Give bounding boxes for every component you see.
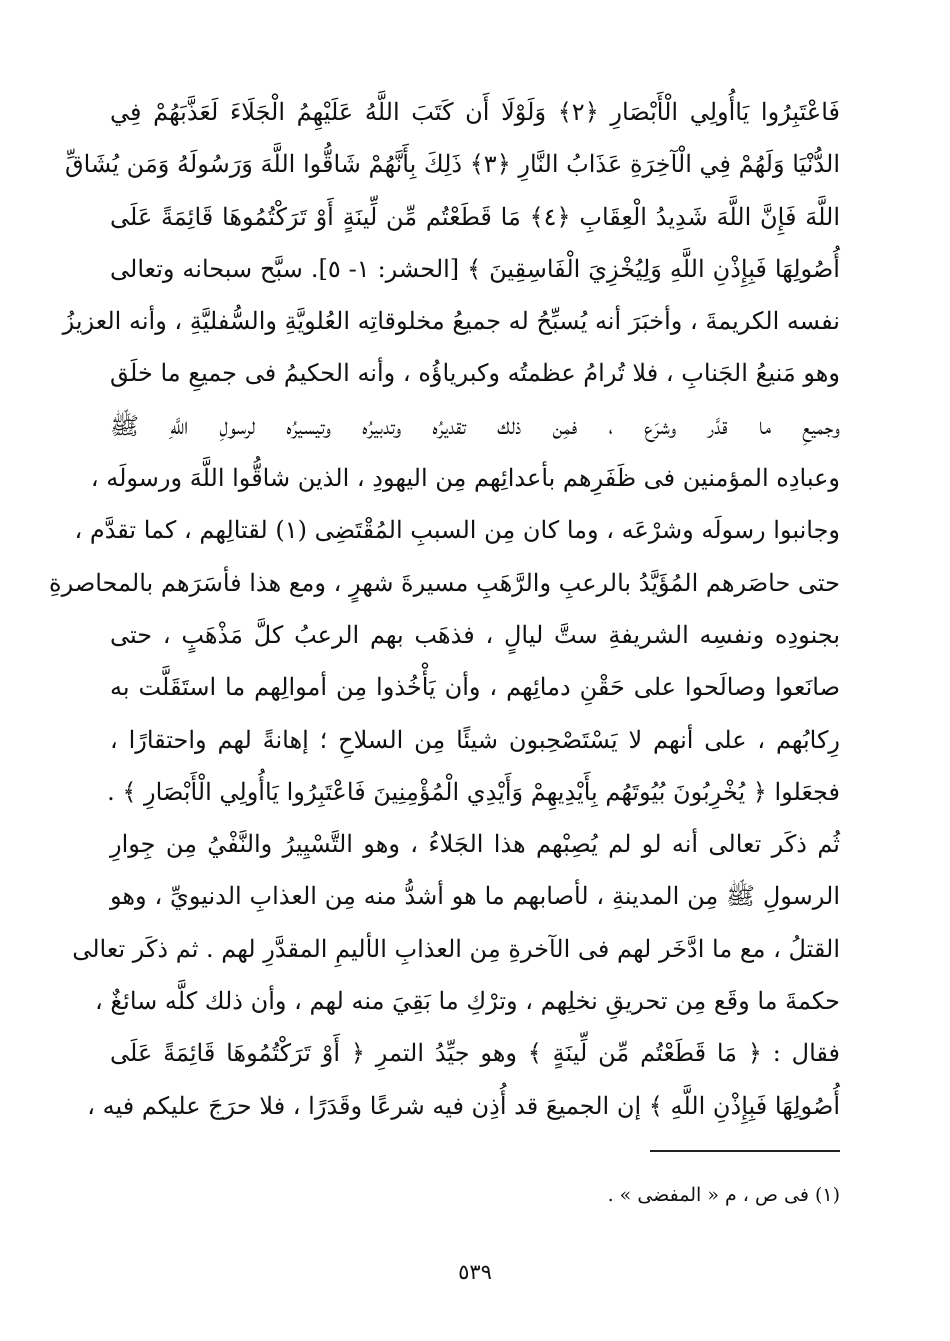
text-line: وجميعِ ما قدَّر وشرَع ، فمِن ذلك تقديرُه وتدبيرُه وتيسيرُه لرسولِ اللَّهِ ﷺ <box>110 411 840 440</box>
text-line: أُصُولِهَا فَبِإِذْنِ اللَّهِ وَلِيُخْزِيَ الْفَاسِقِينَ ﴾ [الحشر: ١- ٥]. سبَّح سبحانه وتعالى <box>110 254 840 283</box>
text-line: نفسه الكريمةَ ، وأخبَرَ أنه يُسبِّحُ له جميعُ مخلوقاتِه العُلويَّةِ والسُّفليَّةِ ، وأنه العزيزُ <box>62 307 840 336</box>
text-line: بجنودِه ونفسِه الشريفةِ ستَّ ليالٍ ، فذهَب بهم الرعبُ كلَّ مَذْهَبٍ ، حتى <box>110 620 840 649</box>
text-line: الرسولِ ﷺ مِن المدينةِ ، لأصابهم ما هو أشدُّ منه مِن العذابِ الدنيويِّ ، وهو <box>110 882 840 911</box>
text-line: صانَعوا وصالَحوا على حَقْنِ دمائِهم ، وأن يَأْخُذوا مِن أموالِهم ما استَقَلَّت به <box>110 673 840 702</box>
page-number: ٥٣٩ <box>458 1260 492 1284</box>
text-line: فَاعْتَبِرُوا يَاأُولِي الْأَبْصَارِ ﴿٢﴾ وَلَوْلَا أَن كَتَبَ اللَّهُ عَلَيْهِمُ الْجَلَاءَ لَعَذَّبَهُمْ فِي <box>110 98 841 126</box>
text-line: وهو مَنيعُ الجَنابِ ، فلا تُرامُ عظمتُه وكبرياؤُه ، وأنه الحكيمُ فى جميعِ ما خلَق <box>110 359 840 388</box>
main-text <box>49 86 841 1132</box>
text-line: أُصُولِهَا فَبِإِذْنِ اللَّهِ ﴾ إن الجميعَ قد أُذِن فيه شرعًا وقَدَرًا ، فلا حرَجَ عليكم فيه ، <box>87 1091 840 1120</box>
text-line: ثُم ذكَر تعالى أنه لو لم يُصِبْهم هذا الجَلاءُ ، وهو التَّسْيِيرُ والنَّفْيُ مِن جِوارِ <box>110 830 840 859</box>
text-line: اللَّهَ فَإِنَّ اللَّهَ شَدِيدُ الْعِقَابِ ﴿٤﴾ مَا قَطَعْتُم مِّن لِّينَةٍ أَوْ تَرَكْتُمُوهَا قَائِمَةً عَلَى <box>110 202 840 231</box>
text-line: رِكابُهم ، على أنهم لا يَسْتَصْحِبون شيئًا مِن السلاحِ ؛ إهانةً لهم واحتقارًا ، <box>110 725 840 754</box>
text-line: وجانبوا رسولَه وشرْعَه ، وما كان مِن السببِ المُقْتَضِى (١) لقتالِهم ، كما تقدَّم ، <box>74 516 840 545</box>
text-line: فقال : ﴿ مَا قَطَعْتُم مِّن لِّينَةٍ ﴾ وهو جيِّدُ التمرِ ﴿ أَوْ تَرَكْتُمُوهَا قَائِمَةً عَلَى <box>110 1039 840 1068</box>
text-line: الدُّنْيَا وَلَهُمْ فِي الْآخِرَةِ عَذَابُ النَّارِ ﴿٣﴾ ذَلِكَ بِأَنَّهُمْ شَاقُّوا اللَّهَ وَرَسُولَهُ وَمَن يُشَاقِّ <box>65 150 840 179</box>
text-line: حكمةَ ما وقَع مِن تحريقِ نخلِهم ، وترْكِ ما بَقِيَ منه لهم ، وأن ذلك كلَّه سائغٌ ، <box>95 987 840 1016</box>
text-line: فجعَلوا ﴿ يُخْرِبُونَ بُيُوتَهُم بِأَيْدِيهِمْ وَأَيْدِي الْمُؤْمِنِينَ فَاعْتَبِرُوا يَاأُولِي الْأَبْصَارِ ﴾ . <box>107 777 840 806</box>
footnote-separator <box>650 1150 840 1152</box>
text-line: وعبادِه المؤمنين فى ظَفَرِهم بأعدائِهم مِن اليهودِ ، الذين شاقُّوا اللَّهَ ورسولَه ، <box>90 464 840 493</box>
text-line: حتى حاصَرهم المُؤَيَّدُ بالرعبِ والرَّهَبِ مسيرةَ شهرٍ ، ومع هذا فأسَرَهم بالمحاصرةِ <box>49 568 840 597</box>
footnote: (١) فى ص ، م « المفضى » . <box>607 1184 840 1206</box>
text-line: القتلُ ، مع ما ادَّخَر لهم فى الآخرةِ مِن العذابِ الأليمِ المقدَّرِ لهم . ثم ذكَر تعالى <box>72 934 840 963</box>
